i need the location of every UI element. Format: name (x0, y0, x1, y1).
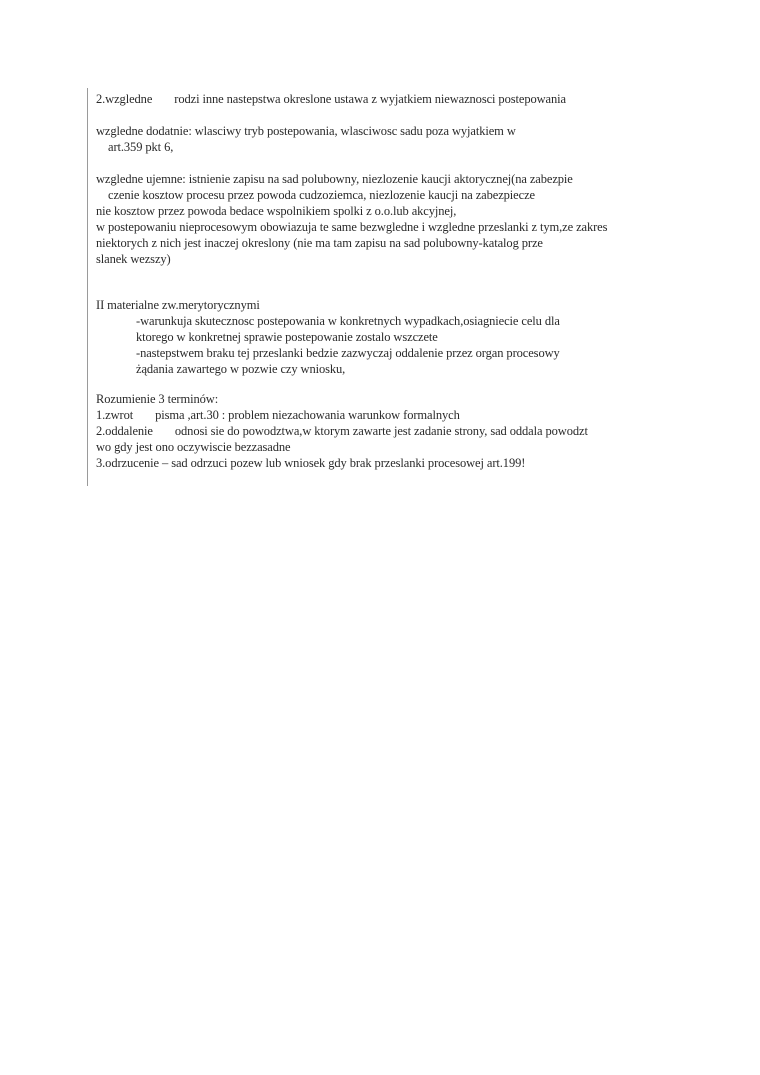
term-odrzucenie: 3.odrzucenie – sad odrzuci pozew lub wniosek gdy brak przeslanki procesowej art.199! (96, 456, 526, 470)
text-line: niektorych z nich jest inaczej okreslony (nie ma tam zapisu na sad polubowny-katalog prze (96, 236, 543, 250)
margin-rule (87, 88, 88, 486)
text-line: art.359 pkt 6, (108, 140, 174, 154)
text-line: żądania zawartego w pozwie czy wniosku, (136, 362, 346, 376)
section-heading: II materialne zw.merytorycznymi (96, 298, 260, 312)
paragraph-wzgledne (96, 91, 566, 107)
text-line: w postepowaniu nieprocesowym obowiazuja te same bezwgledne i wzgledne przeslanki z tym,ze zakres (96, 220, 608, 234)
term-oddalenie (96, 423, 588, 439)
text-line: nie kosztow przez powoda bedace wspolnikiem spolki z o.o.lub akcyjnej, (96, 204, 457, 218)
text-line: slanek wezszy) (96, 252, 171, 266)
text-line: wo gdy jest ono oczywiscie bezzasadne (96, 440, 291, 454)
term-text: odnosi sie do powodztwa,w ktorym zawarte jest zadanie strony, sad oddala powodzt (174, 424, 588, 438)
text-line: ktorego w konkretnej sprawie postepowanie zostalo wszczete (136, 330, 438, 344)
term-text: pisma ,art.30 : problem niezachowania warunkow formalnych (155, 408, 460, 422)
term-label: 2.oddalenie (96, 424, 153, 438)
text-line: -nastepstwem braku tej przeslanki bedzie zazwyczaj oddalenie przez organ procesowy (136, 346, 560, 360)
text-line: czenie kosztow procesu przez powoda cudzoziemca, niezlozenie kaucji na zabezpiecze (108, 188, 535, 202)
text-line: -warunkuja skutecznosc postepowania w konkretnych wypadkach,osiagniecie celu dla (136, 314, 560, 328)
term-label: 2.wzgledne (96, 92, 153, 106)
terms-heading: Rozumienie 3 terminów: (96, 392, 219, 406)
text-line: wzgledne ujemne: istnienie zapisu na sad polubowny, niezlozenie kaucji aktorycznej(na zabezpie (96, 172, 573, 186)
term-zwrot (96, 407, 460, 423)
term-text: rodzi inne nastepstwa okreslone ustawa z wyjatkiem niewaznosci postepowania (174, 92, 566, 106)
term-label: 1.zwrot (96, 408, 134, 422)
text-line: wzgledne dodatnie: wlasciwy tryb postepowania, wlasciwosc sadu poza wyjatkiem w (96, 124, 516, 138)
